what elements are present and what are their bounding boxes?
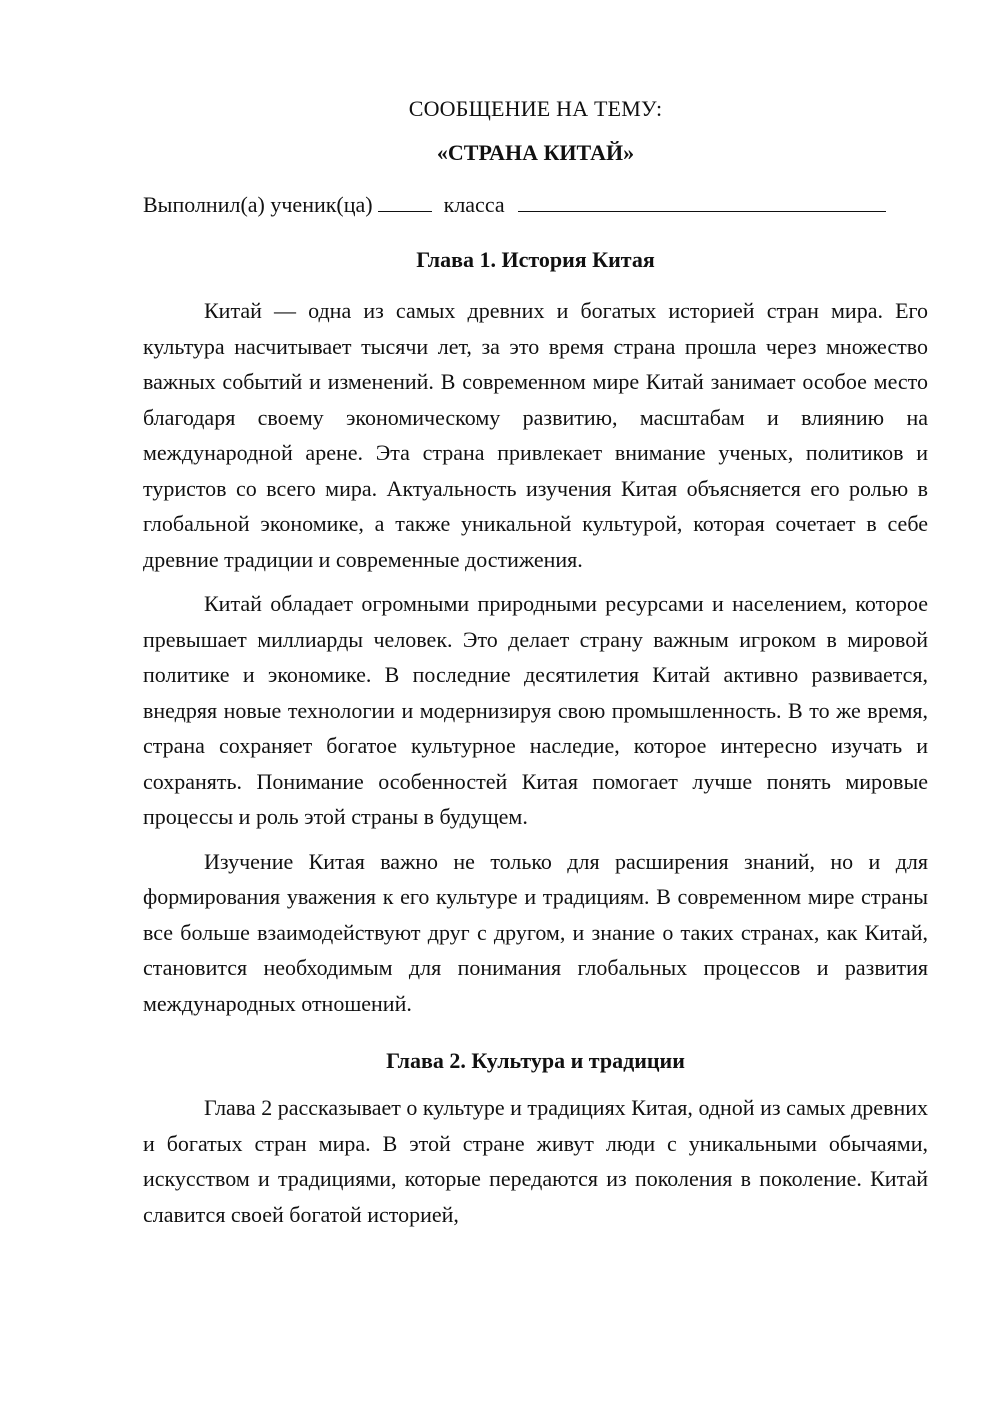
document-page [143,94,928,1232]
class-word: класса [443,192,505,217]
chapter-1-paragraph-3: Изучение Китая важно не только для расширения знаний, но и для формирования уважения к его культуре и традициям. В современном мире страны все больше взаимодействуют друг с другом, и знание о таких странах, как Китай, становится необходимым для понимания глобальных процессов и развития международных отношений. [143,848,928,1016]
chapter-2-paragraph-1: Глава 2 рассказывает о культуре и традициях Китая, одной из самых древних и богатых стран мира. В этой стране живут люди с уникальными обычаями, искусством и традициями, которые передаются из поколения в поколение. Китай славится своей богатой историей, [143,1095,928,1227]
name-blank [518,191,886,212]
document-header-topic: СООБЩЕНИЕ НА ТЕМУ: [408,96,663,121]
chapter-1-heading: Глава 1. История Китая [416,247,655,272]
author-prefix: Выполнил(а) ученик(ца) [143,192,373,217]
chapter-1-paragraph-2: Китай обладает огромными природными ресурсами и населением, которое превышает миллиарды человек. Это делает страну важным игроком в мировой политике и экономике. В последние десятилетия Китай активно развивается, внедряя новые технологии и модернизируя свою промышленность. В то же время, страна сохраняет богатое культурное наследие, которое интересно изучать и сохранять. Понимание особенностей Китая помогает лучше понять мировые процессы и роль этой страны в будущем. [143,591,928,829]
grade-blank [378,191,432,212]
chapter-2-heading: Глава 2. Культура и традиции [386,1048,685,1073]
document-title: «СТРАНА КИТАЙ» [436,140,635,165]
author-line [143,190,928,220]
chapter-1-paragraph-1: Китай — одна из самых древних и богатых историей стран мира. Его культура насчитывает тысячи лет, за это время страна прошла через множество важных событий и изменений. В современном мире Китай занимает особое место благодаря своему экономическому развитию, масштабам и влиянию на международной арене. Эта страна привлекает внимание ученых, политиков и туристов со всего мира. Актуальность изучения Китая объясняется его ролью в глобальной экономике, а также уникальной культурой, которая сочетает в себе древние традиции и современные достижения. [143,298,928,572]
